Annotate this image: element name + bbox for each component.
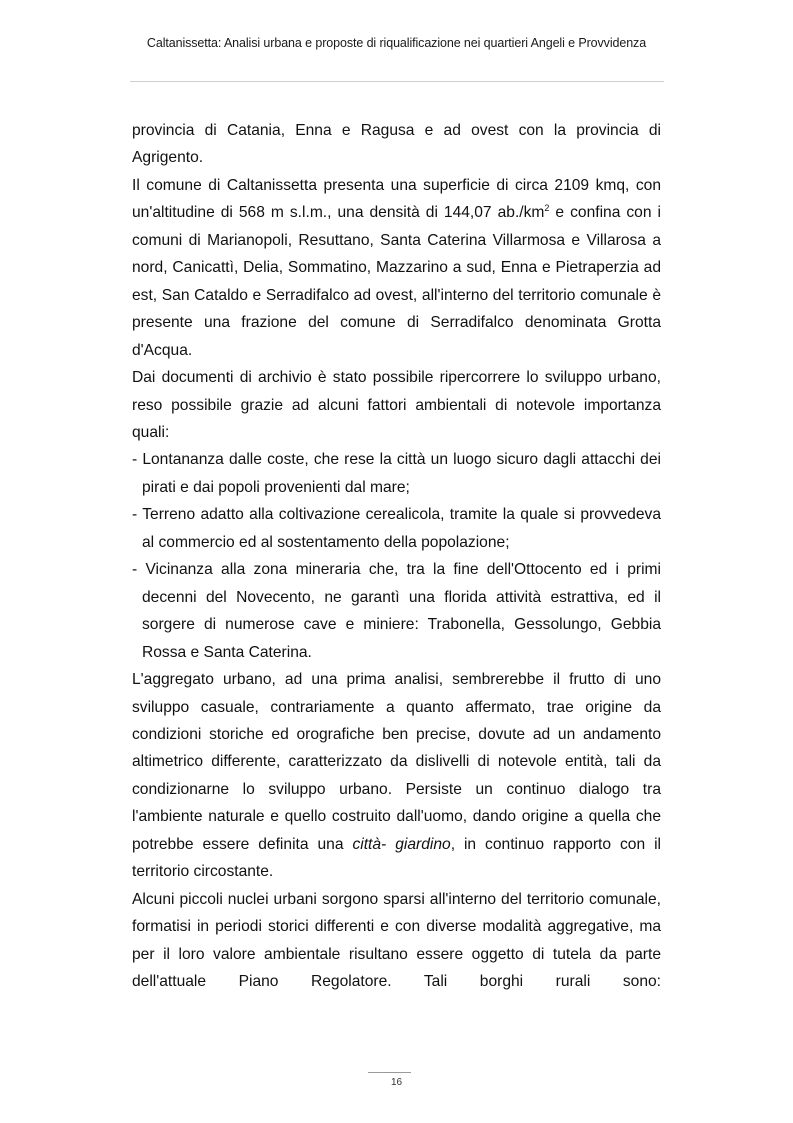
paragraph-4-text-b: , in continuo rapporto con il territorio circostante. [132, 835, 661, 881]
paragraph-3: Dai documenti di archivio è stato possibile ripercorrere lo sviluppo urbano, reso possibile grazie ad alcuni fattori ambientali di notevole importanza quali: [132, 369, 661, 441]
list-item-3: - Vicinanza alla zona mineraria che, tra la fine dell'Ottocento ed i primi decenni del Novecento, ne garantì una florida attività estrattiva, ed il sorgere di numerose cave e miniere: Trabonella, Gessolungo, Gebbia Rossa e Santa Caterina. [132, 561, 661, 661]
page-number: 16 [390, 1077, 403, 1088]
italic-term: città- giardino [352, 835, 451, 853]
list-item-1: - Lontananza dalle coste, che rese la città un luogo sicuro dagli attacchi dei pirati e dai popoli provenienti dal mare; [132, 451, 661, 496]
paragraph-4 [132, 666, 661, 886]
paragraph-2 [132, 172, 661, 364]
paragraph-2-text-a: Il comune di Caltanissetta presenta una superficie di circa 2109 kmq, con un'altitudine di 568 m s.l.m., una densità di 144,07 ab./km [132, 176, 661, 222]
footer-divider [368, 1072, 411, 1073]
paragraph-4-text-a: L'aggregato urbano, ad una prima analisi, sembrerebbe il frutto di uno sviluppo casuale, contrariamente a quanto affermato, trae origine da condizioni storiche ed orografiche ben precise, dovute ad un andamento altimetrico differente, caratterizzato da dislivelli di notevole entità, tali da condizionarne lo sviluppo urbano. Persiste un continuo dialogo tra l'ambiente naturale e quello costruito dall'uomo, dando origine a quella che potrebbe essere definita una [132, 671, 661, 853]
superscript-2: 2 [544, 203, 550, 214]
body-text [132, 117, 661, 996]
paragraph-5: Alcuni piccoli nuclei urbani sorgono sparsi all'interno del territorio comunale, formatisi in periodi storici differenti e con diverse modalità aggregative, ma per il loro valore ambientale risultano essere oggetto di tutela da parte dell'attuale Piano Regolatore. Tali borghi rurali sono: [132, 890, 661, 991]
paragraph-1: provincia di Catania, Enna e Ragusa e ad ovest con la provincia di Agrigento. [132, 122, 661, 167]
paragraph-2-text-b: e confina con i comuni di Marianopoli, Resuttano, Santa Caterina Villarmosa e Villarosa a nord, Canicattì, Delia, Sommatino, Mazzarino a sud, Enna e Pietraperzia ad est, San Cataldo e Serradifalco ad ovest, all'interno del territorio comunale è presente una frazione del comune di Serradifalco denominata Grotta d'Acqua. [132, 204, 661, 359]
running-header: Caltanissetta: Analisi urbana e proposte di riqualificazione nei quartieri Angeli e Provvidenza [146, 36, 647, 50]
header-divider [130, 81, 664, 82]
list-item-2: - Terreno adatto alla coltivazione cerealicola, tramite la quale si provvedeva al commercio ed al sostentamento della popolazione; [132, 506, 661, 551]
